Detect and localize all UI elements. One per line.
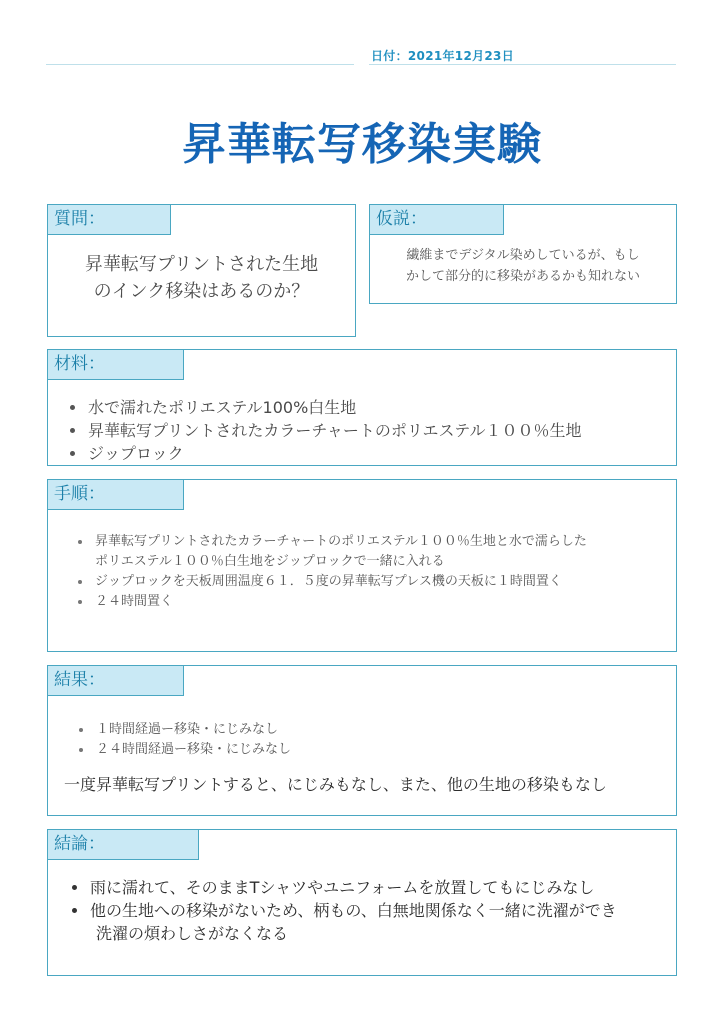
list-item: ２４時間経過ー移染・にじみなし (79, 740, 291, 760)
hypothesis-label: 仮説： (370, 205, 504, 235)
header-divider-right (369, 64, 676, 65)
results-summary: 一度昇華転写プリントすると、にじみもなし、また、他の生地の移染もなし (64, 775, 607, 794)
list-item: 水で濡れたポリエステル100%白生地 (70, 396, 581, 419)
materials-label: 材料： (48, 350, 184, 380)
list-item (78, 532, 587, 572)
conclusion-item-2-line-2: 洗濯の煩わしさがなくなる (96, 924, 289, 943)
list-item: ２４時間置く (78, 592, 587, 612)
conclusion-label: 結論： (48, 830, 199, 860)
list-item: １時間経過ー移染・にじみなし (79, 720, 291, 740)
hypothesis-line-1: 繊維までデジタル染めしているが、もし (406, 248, 640, 263)
results-label: 結果： (48, 666, 184, 696)
list-item (72, 899, 617, 945)
results-section (47, 665, 677, 816)
list-item: 雨に濡れて、そのままTシャツやユニフォームを放置してもにじみなし (72, 876, 617, 899)
hypothesis-text (370, 245, 676, 287)
page-title: 昇華転写移染実験 (182, 119, 542, 170)
conclusion-list (72, 876, 617, 945)
procedure-step-1-line-2: ポリエステル１００％白生地をジップロックで一緒に入れる (95, 554, 445, 569)
results-list (79, 720, 291, 760)
date-label: 日付：2021年12月23日 (371, 49, 514, 63)
list-item: ジップロックを天板周囲温度６１．５度の昇華転写プレス機の天板に１時間置く (78, 572, 587, 592)
hypothesis-line-2: かして部分的に移染があるかも知れない (405, 269, 640, 284)
conclusion-item-2-line-1: 他の生地への移染がないため、柄もの、白無地関係なく一緒に洗濯ができ (90, 901, 617, 920)
question-section (47, 204, 356, 337)
materials-section (47, 349, 677, 466)
header-divider-left (46, 64, 354, 65)
procedure-step-1-line-1: 昇華転写プリントされたカラーチャートのポリエステル１００％生地と水で濡らした (95, 534, 587, 549)
list-item: 昇華転写プリントされたカラーチャートのポリエステル１００％生地 (70, 419, 581, 442)
question-label: 質問： (48, 205, 171, 235)
materials-list (70, 396, 581, 465)
procedure-list (78, 532, 587, 612)
question-line-1: 昇華転写プリントされた生地 (84, 254, 319, 275)
procedure-label: 手順： (48, 480, 184, 510)
procedure-section (47, 479, 677, 652)
list-item: ジップロック (70, 442, 581, 465)
conclusion-section (47, 829, 677, 976)
question-line-2: のインク移染はあるのか？ (93, 281, 310, 302)
hypothesis-section (369, 204, 677, 304)
question-text (48, 251, 355, 305)
